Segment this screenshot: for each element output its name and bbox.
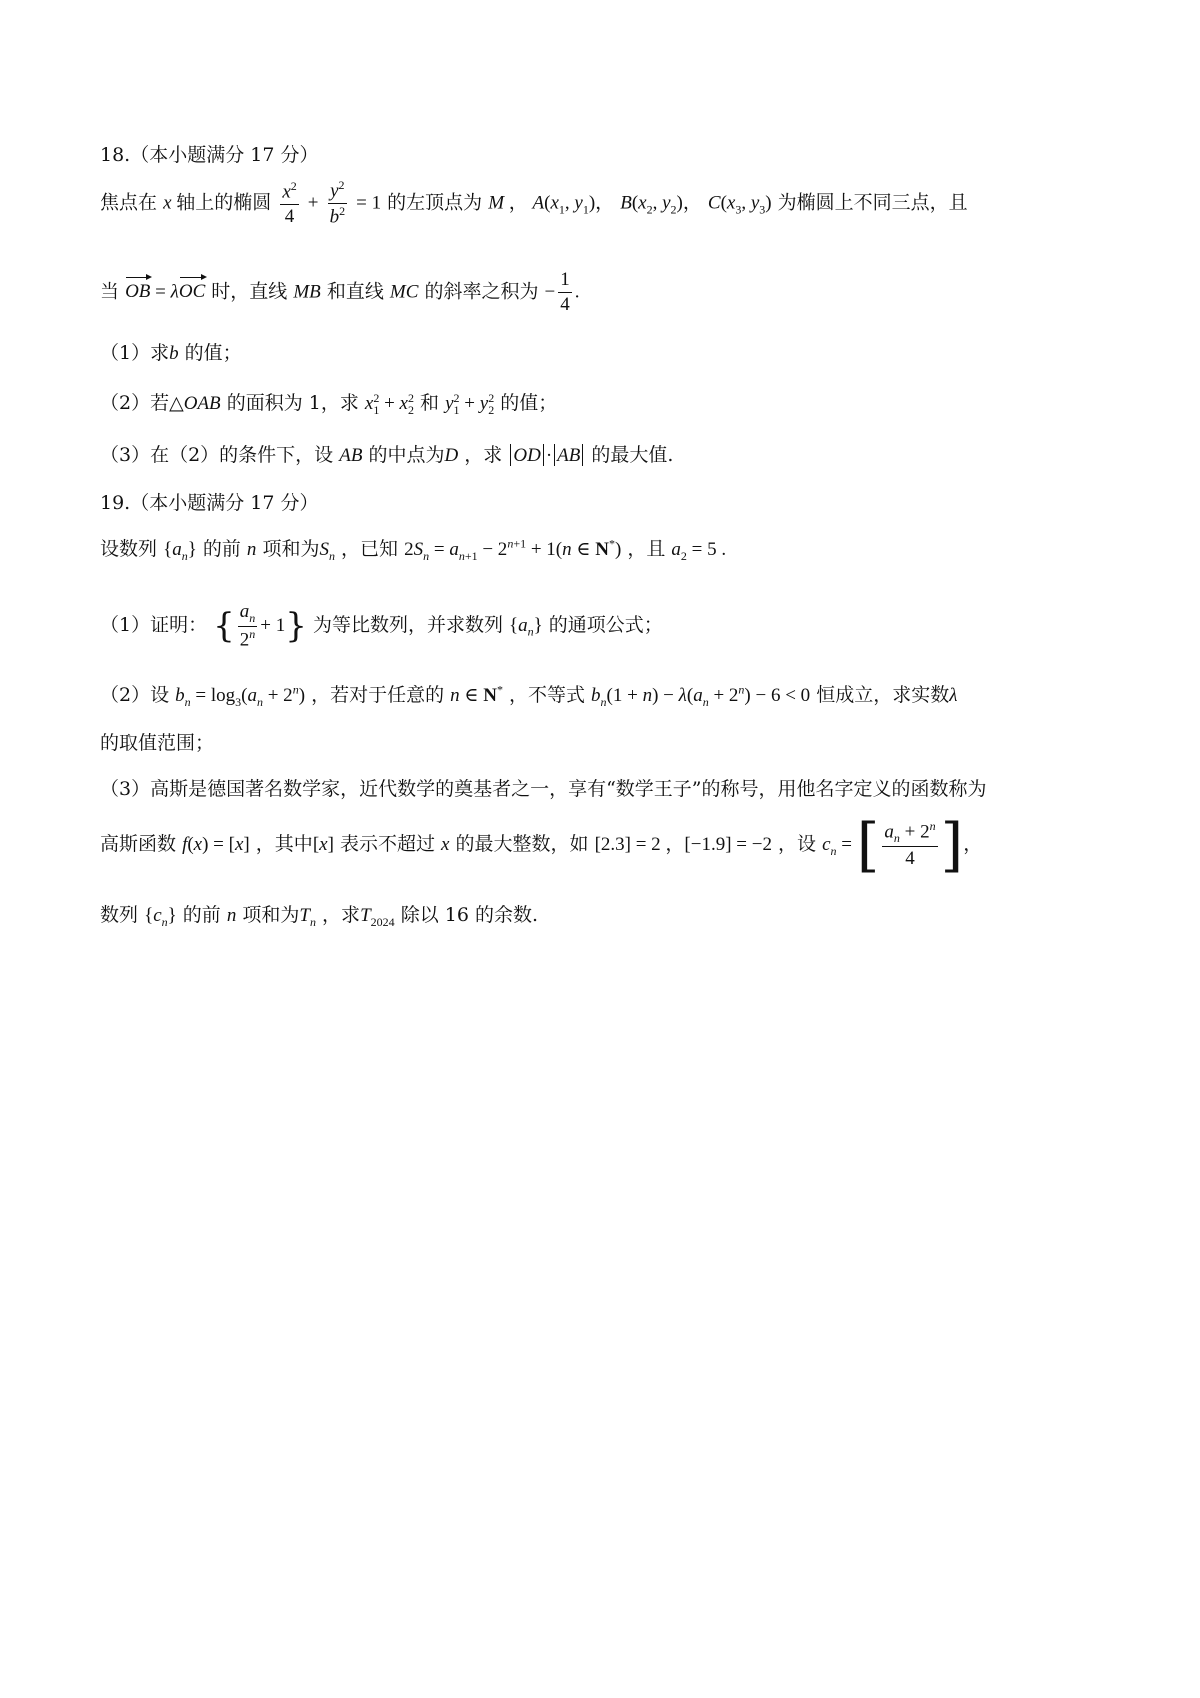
fraction-x2-4: $\frac{x^2}{4}$ bbox=[282, 178, 297, 227]
text: ，若对于任意的 bbox=[311, 684, 445, 706]
text: ，求 bbox=[322, 904, 361, 926]
fraction-an-2n: $\frac{a_n}{2^n}$ bbox=[239, 601, 256, 651]
text: 的值； bbox=[184, 342, 242, 364]
text: 的值； bbox=[500, 392, 558, 414]
text: 设数列 bbox=[100, 538, 158, 560]
text: 轴上的椭圆 bbox=[176, 191, 272, 214]
text: 为椭圆上不同三点，且 bbox=[777, 191, 968, 214]
text: ，求 bbox=[464, 444, 503, 466]
text: 为等比数列，并求数列 bbox=[312, 613, 503, 636]
text: ，不等式 bbox=[508, 684, 585, 706]
text: 和直线 bbox=[326, 280, 384, 303]
text: 时，直线 bbox=[211, 280, 288, 303]
text: （3）在（2）的条件下，设 bbox=[100, 444, 334, 466]
text: 高斯函数 bbox=[100, 833, 177, 855]
q19-part3-line1: （3）高斯是德国著名数学家，近代数学的奠基者之一，享有“数学王子”的称号，用他名字定义的函数称为 bbox=[100, 778, 987, 800]
text: 表示不超过 bbox=[339, 833, 435, 855]
text: 项和为 bbox=[242, 904, 300, 926]
text: 的面积为 1，求 bbox=[226, 392, 359, 414]
text: （2）设 bbox=[100, 684, 170, 706]
q19-stem: 设数列 $\{a_n\}$ 的前 n 项和为$S_n$ ，已知 $2S_n = a_{n+1} - 2^{n+1} + 1(n$ ∈ N*) ，且 $a_2 = 5$ . bbox=[100, 536, 727, 563]
text: （1）求 bbox=[100, 342, 170, 364]
text: 的最大值. bbox=[591, 444, 674, 466]
text: ，已知 bbox=[341, 538, 399, 560]
q19-part1: （1）证明： { $\frac{a_n}{2^n}$ + 1} 为等比数列，并求数列 $\{a_n\}$ 的通项公式； bbox=[100, 601, 663, 651]
text: 项和为 bbox=[262, 538, 320, 560]
q18-part1: （1）求b 的值； bbox=[100, 342, 242, 364]
text: 的斜率之积为 bbox=[424, 280, 539, 303]
fraction-an-plus-2n-over-4: $\frac{a_n + 2^n}{4}$ bbox=[884, 819, 936, 870]
text: 恒成立，求实数 bbox=[816, 684, 950, 706]
text: 除以 16 的余数. bbox=[400, 904, 538, 926]
text: 的左顶点为 bbox=[387, 191, 483, 214]
text: 的通项公式； bbox=[548, 613, 663, 636]
text: 焦点在 bbox=[100, 191, 158, 214]
text: 的前 bbox=[202, 538, 241, 560]
text: ，且 bbox=[627, 538, 666, 560]
text: 数列 bbox=[100, 904, 139, 926]
text: 当 bbox=[100, 280, 120, 303]
q19-part2: （2）设 $b_n = \log_3(a_n + 2^n)$ ，若对于任意的 n ∈ N* ，不等式 $b_n(1 + n) - \lambda(a_n + 2^n) - 6 < 0$ 恒成立，求实数λ bbox=[100, 682, 958, 709]
text: （2）若 bbox=[100, 392, 170, 414]
q18-part2: （2）若△OAB 的面积为 1，求 $x_1^2 + x_2^2$ 和 $y_1^2 + y_2^2$ 的值； bbox=[100, 390, 558, 417]
q18-condition: 当 OB = λOC 时，直线 MB 和直线 MC 的斜率之积为 − $\frac{1}{4}$ . bbox=[100, 269, 580, 315]
q18-header: 18.（本小题满分 17 分） bbox=[100, 144, 319, 166]
text: ，其中 bbox=[255, 833, 313, 855]
q19-header: 19.（本小题满分 17 分） bbox=[100, 492, 319, 514]
text: 的前 bbox=[182, 904, 221, 926]
q18-part3: （3）在（2）的条件下，设 AB 的中点为D ，求 OD · AB 的最大值. bbox=[100, 444, 674, 466]
text: 和 bbox=[420, 392, 440, 414]
fraction-y2-b2: $\frac{y^2}{b^2}$ bbox=[329, 178, 346, 228]
q18-stem: 焦点在 x 轴上的椭圆 $\frac{x^2}{4}$ + $\frac{y^2}{b^2}$ = 1 的左顶点为 M ， $A(x_1$, $y_1$)， $B(x_2$, $y_2$)， $C(x_3$, $y_3$) 为椭圆上不同三点，且 bbox=[100, 178, 968, 228]
text: ，设 bbox=[778, 833, 817, 855]
text: （1）证明： bbox=[100, 613, 208, 636]
text: 的中点为 bbox=[368, 444, 445, 466]
q19-part3-line3: 数列 $\{c_n\}$ 的前 n 项和为$T_n$ ，求$T_{2024}$ 除以 16 的余数. bbox=[100, 904, 538, 929]
fraction-1-4: $\frac{1}{4}$ bbox=[560, 269, 570, 315]
q19-part2-cont: 的取值范围； bbox=[100, 732, 215, 754]
q19-part3-line2: 高斯函数 f(x) = [x] ，其中[x] 表示不超过 x 的最大整数，如 [2.3] = 2 ，[−1.9] = −2 ，设 $c_n$ = [ $\frac{a_n + 2^n}{4}$ ]， bbox=[100, 811, 983, 879]
text: 的最大整数，如 bbox=[455, 833, 589, 855]
